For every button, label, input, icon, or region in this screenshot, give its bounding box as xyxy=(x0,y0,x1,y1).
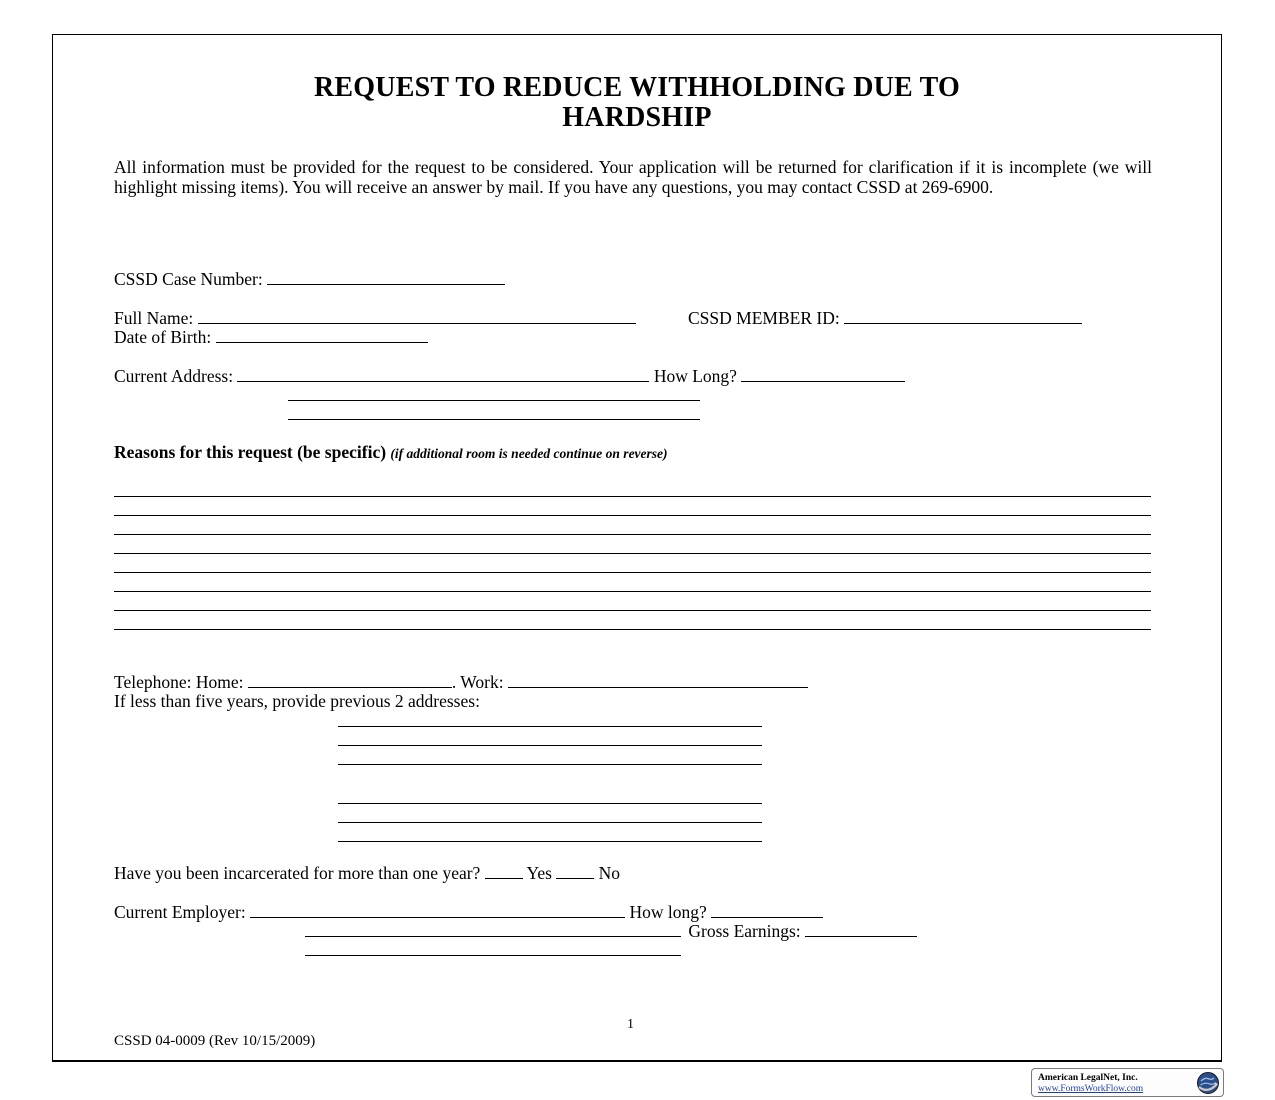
telephone-home-field[interactable] xyxy=(248,673,452,688)
title-line-2: HARDSHIP xyxy=(562,102,712,133)
full-name-row xyxy=(114,308,636,328)
intro-paragraph: All information must be provided for the request to be considered. Your application will be returned for clarification if it is incomplete (we will highlight missing items). You will receive an answer by mail. If you have any questions, you may contact CSSD at 269-6900. xyxy=(114,157,1152,197)
current-address-label: Current Address: xyxy=(114,366,238,386)
badge-company-name: American LegalNet, Inc. xyxy=(1038,1073,1138,1083)
globe-arrow-icon xyxy=(1196,1071,1220,1095)
current-address-row xyxy=(114,366,905,386)
title-line-1: REQUEST TO REDUCE WITHHOLDING DUE TO xyxy=(314,72,960,103)
member-id-label: CSSD MEMBER ID: xyxy=(688,308,845,328)
case-number-field[interactable] xyxy=(267,270,505,285)
incarcerated-row xyxy=(114,863,620,883)
reasons-line-2[interactable] xyxy=(114,515,1151,516)
previous-address-1-line-1[interactable] xyxy=(338,726,762,727)
reasons-line-1[interactable] xyxy=(114,496,1151,497)
full-name-label: Full Name: xyxy=(114,308,198,328)
previous-address-2-line-1[interactable] xyxy=(338,803,762,804)
full-name-field[interactable] xyxy=(198,309,636,324)
reasons-heading xyxy=(114,442,668,464)
incarcerated-question: Have you been incarcerated for more than one year? xyxy=(114,863,485,883)
reasons-note: (if additional room is needed continue on reverse) xyxy=(390,446,668,461)
telephone-work-label: . Work: xyxy=(451,672,508,692)
employer-field-1[interactable] xyxy=(250,903,625,918)
case-number-label: CSSD Case Number: xyxy=(114,269,268,289)
form-title xyxy=(52,73,1222,133)
incarcerated-yes-field[interactable] xyxy=(485,864,523,879)
employer-field-2[interactable] xyxy=(305,936,681,937)
previous-addresses-label: If less than five years, provide previous 2 addresses: xyxy=(114,691,480,711)
dob-row xyxy=(114,327,428,347)
employer-how-long-label: How long? xyxy=(625,902,712,922)
employer-field-3[interactable] xyxy=(305,955,681,956)
gross-earnings-label: Gross Earnings: xyxy=(684,921,806,941)
gross-earnings-row xyxy=(684,921,917,941)
reasons-line-5[interactable] xyxy=(114,572,1151,573)
telephone-row xyxy=(114,672,808,692)
member-id-field[interactable] xyxy=(844,309,1082,324)
employer-row xyxy=(114,902,823,922)
reasons-line-4[interactable] xyxy=(114,553,1151,554)
dob-field[interactable] xyxy=(216,328,428,343)
dob-label: Date of Birth: xyxy=(114,327,216,347)
previous-address-2-line-2[interactable] xyxy=(338,822,762,823)
previous-address-1-line-2[interactable] xyxy=(338,745,762,746)
previous-address-1-line-3[interactable] xyxy=(338,764,762,765)
current-address-field-1[interactable] xyxy=(237,367,649,382)
member-id-row xyxy=(688,308,1082,328)
current-address-field-3[interactable] xyxy=(288,419,700,420)
telephone-home-label: Telephone: Home: xyxy=(114,672,248,692)
current-address-field-2[interactable] xyxy=(288,400,700,401)
case-number-row xyxy=(114,269,505,289)
previous-address-2-line-3[interactable] xyxy=(338,841,762,842)
reasons-label: Reasons for this request (be specific) xyxy=(114,442,387,462)
american-legalnet-badge[interactable] xyxy=(1031,1068,1224,1097)
reasons-line-7[interactable] xyxy=(114,610,1151,611)
reasons-line-6[interactable] xyxy=(114,591,1151,592)
incarcerated-no-label: No xyxy=(594,863,621,883)
incarcerated-no-field[interactable] xyxy=(556,864,594,879)
form-id: CSSD 04-0009 (Rev 10/15/2009) xyxy=(114,1033,316,1049)
incarcerated-yes-label: Yes xyxy=(522,863,557,883)
telephone-work-field[interactable] xyxy=(508,673,808,688)
gross-earnings-field[interactable] xyxy=(805,922,917,937)
address-how-long-field[interactable] xyxy=(741,367,905,382)
reasons-line-8[interactable] xyxy=(114,629,1151,630)
employer-how-long-field[interactable] xyxy=(711,903,823,918)
badge-url-link[interactable]: www.FormsWorkFlow.com xyxy=(1038,1084,1144,1094)
employer-label: Current Employer: xyxy=(114,902,251,922)
reasons-line-3[interactable] xyxy=(114,534,1151,535)
address-how-long-label: How Long? xyxy=(649,366,742,386)
page-number: 1 xyxy=(627,1017,634,1032)
